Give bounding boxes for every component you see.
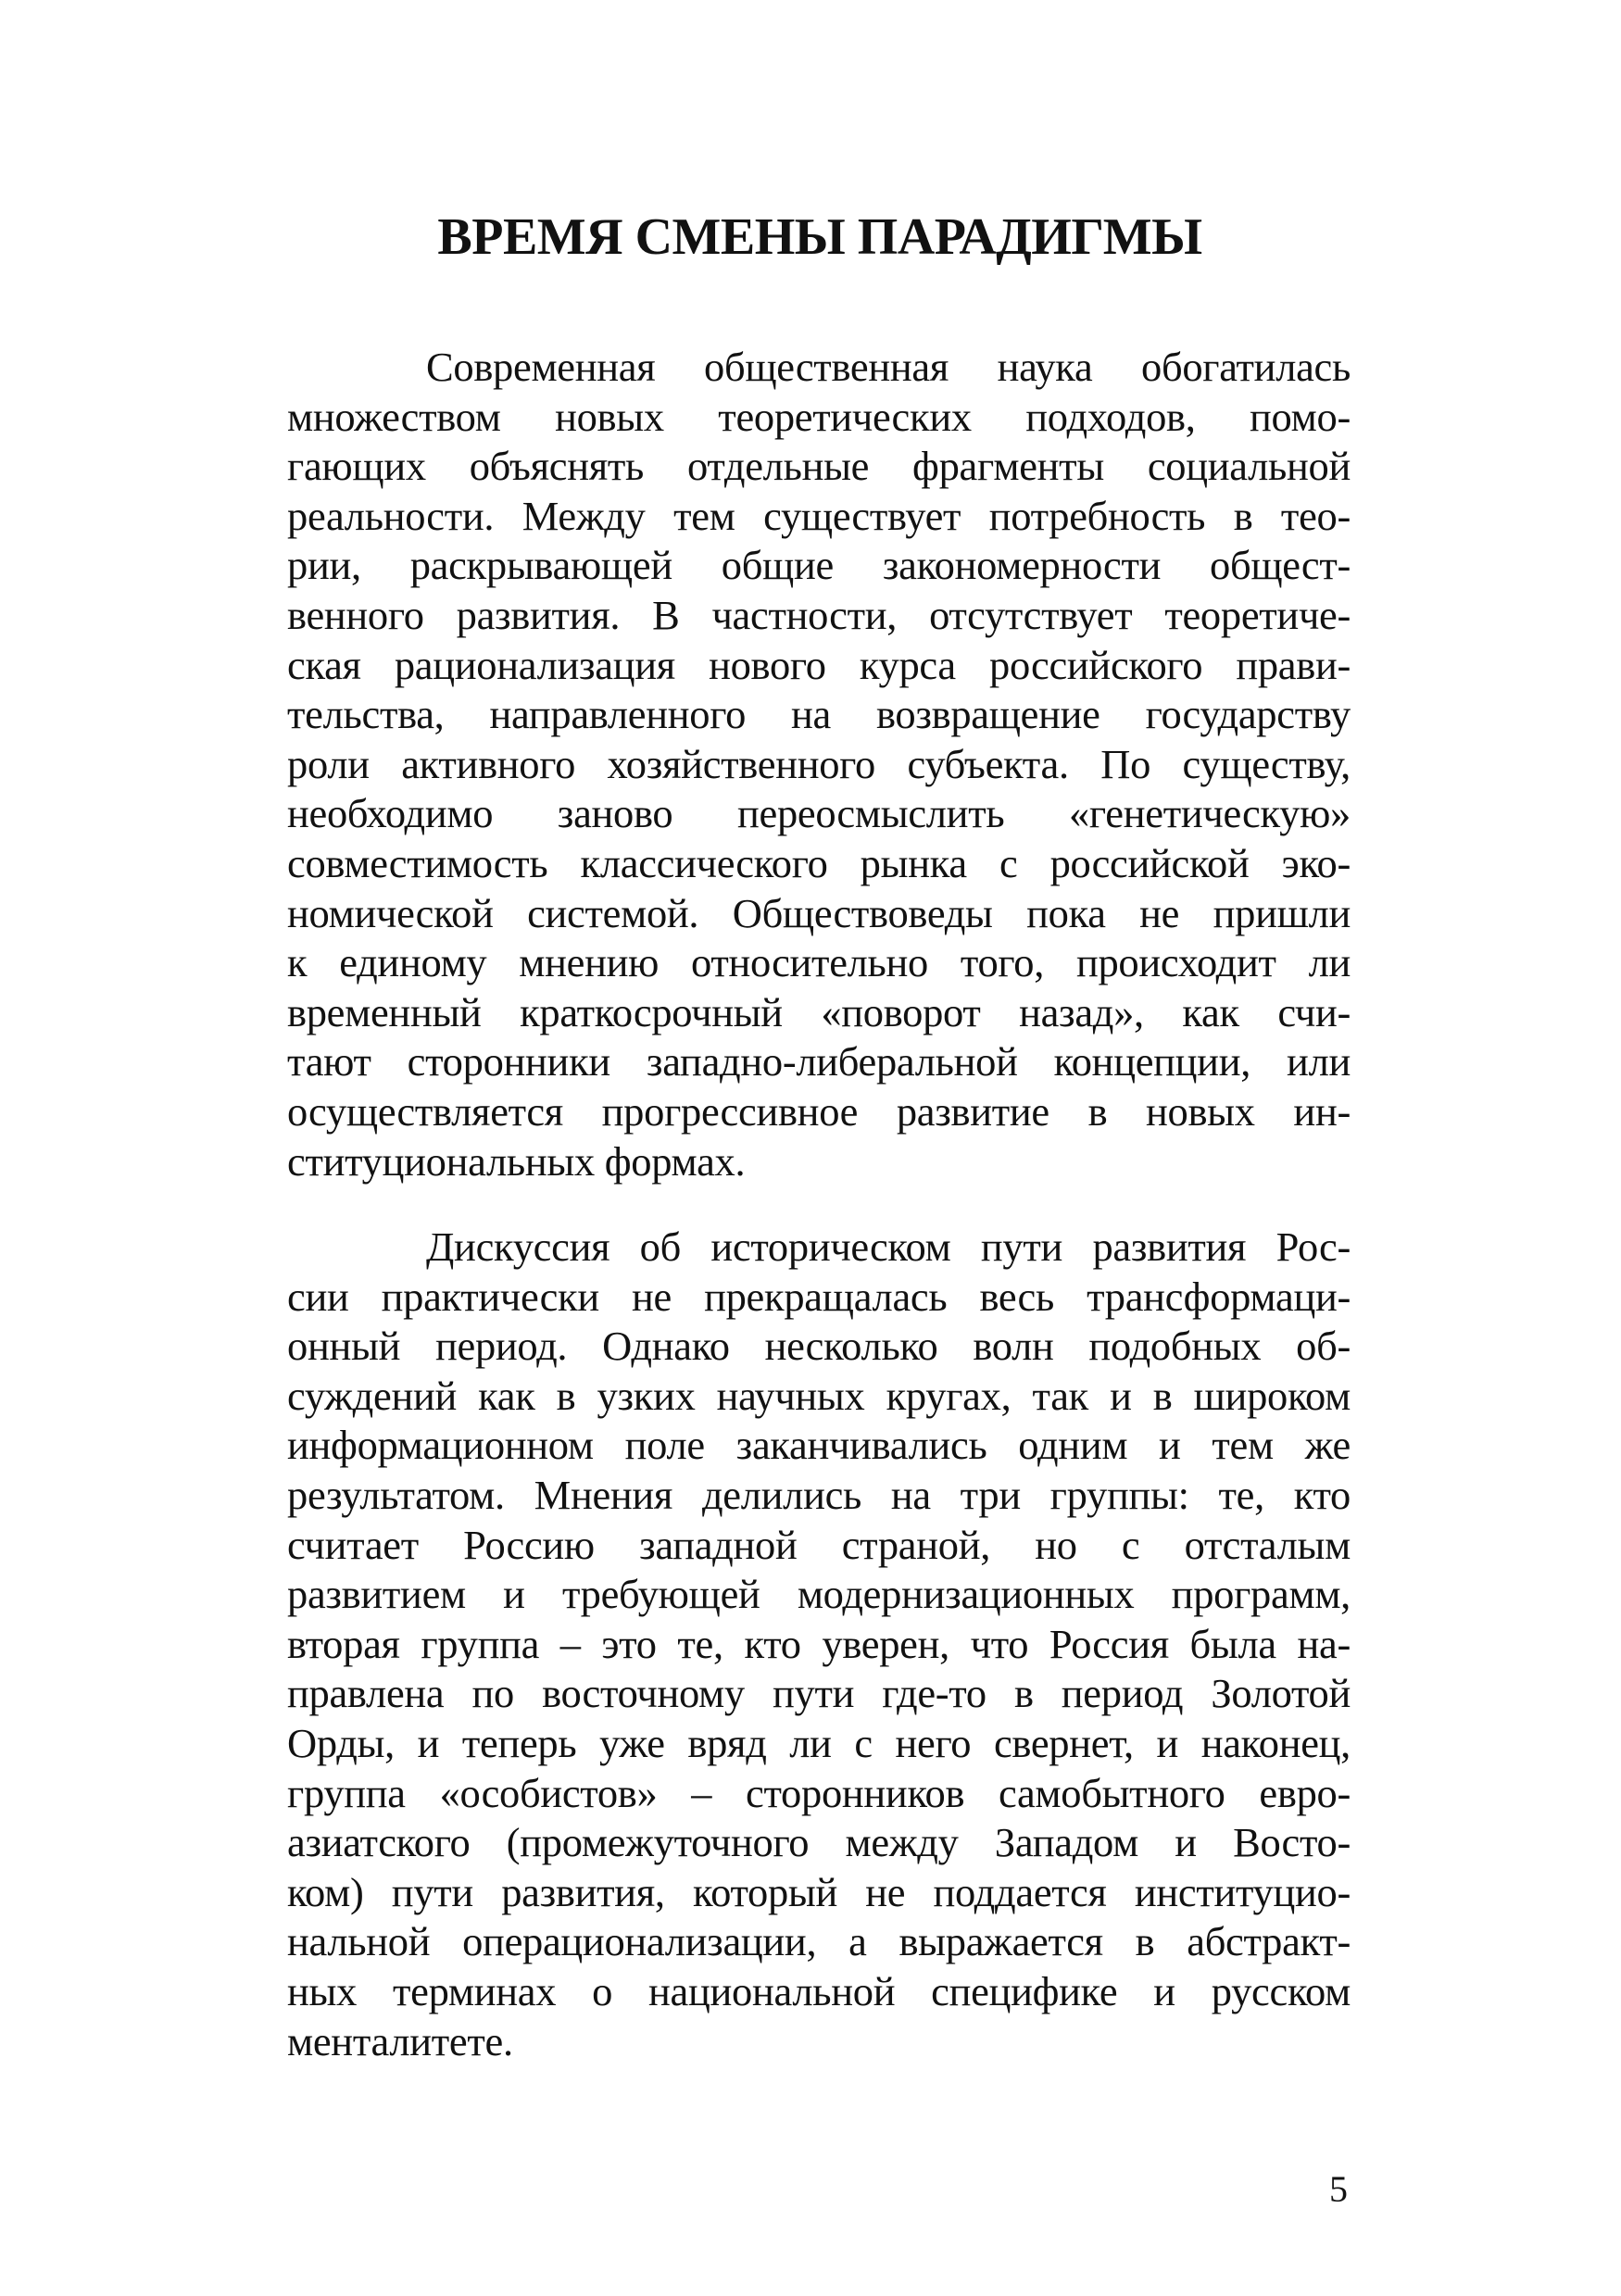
text-line: ком) пути развития, который не поддается институцио- [287,1868,1351,1915]
text-line: Дискуссия об историческом пути развития Рос- [426,1223,1351,1270]
text-line: вторая группа – это те, кто уверен, что Россия была на- [287,1620,1351,1667]
text-line: Орды, и теперь уже вряд ли с него свернет, и наконец, [287,1719,1351,1766]
text-line: ская рационализация нового курса российского прави- [287,641,1351,688]
text-line: менталитете. [287,2017,513,2064]
text-line: результатом. Мнения делились на три группы: те, кто [287,1471,1351,1518]
text-line: временный краткосрочный «поворот назад», как счи- [287,988,1351,1035]
text-line: тают сторонники западно-либеральной концепции, или [287,1038,1351,1085]
text-line: тельства, направленного на возвращение государству [287,691,1351,738]
page-number: 5 [1329,2168,1348,2210]
text-line: группа «особистов» – сторонников самобытного евро- [287,1769,1351,1816]
text-line: азиатского (промежуточного между Западом и Восто- [287,1819,1351,1866]
text-line: ных терминах о национальной специфике и русском [287,1967,1351,2014]
text-line: информационном поле заканчивались одним и тем же [287,1422,1351,1469]
text-line: необходимо заново переосмыслить «генетическую» [287,790,1351,837]
text-line: реальности. Между тем существует потребность в тео- [287,492,1351,539]
text-line: развитием и требующей модернизационных программ, [287,1571,1351,1618]
text-line: ституциональных формах. [287,1137,746,1185]
text-line: рии, раскрывающей общие закономерности общест- [287,542,1351,589]
text-line: роли активного хозяйственного субъекта. По существу, [287,740,1351,787]
text-line: Современная общественная наука обогатилась [426,344,1351,390]
text-line: гающих объяснять отдельные фрагменты социальной [287,443,1351,490]
text-line: совместимость классического рынка с российской эко- [287,839,1351,886]
text-line: к единому мнению относительно того, происходит ли [287,939,1351,986]
text-line: венного развития. В частности, отсутствует теоретиче- [287,591,1351,638]
text-line: суждений как в узких научных кругах, так и в широком [287,1372,1351,1419]
text-line: номической системой. Обществоведы пока не пришли [287,889,1351,936]
chapter-title: ВРЕМЯ СМЕНЫ ПАРАДИГМЫ [437,208,1202,266]
paragraph-2 [287,1223,1351,2066]
paragraph-1 [287,343,1351,1186]
text-line: считает Россию западной страной, но с отсталым [287,1521,1351,1568]
text-line: множеством новых теоретических подходов, помо- [287,393,1351,440]
text-line: сии практически не прекращалась весь трансформаци- [287,1273,1351,1320]
text-line: онный период. Однако несколько волн подобных об- [287,1323,1351,1370]
text-line: нальной операционализации, а выражается в абстракт- [287,1918,1351,1965]
text-line: осуществляется прогрессивное развитие в новых ин- [287,1087,1351,1135]
text-line: правлена по восточному пути где-то в период Золотой [287,1670,1351,1717]
